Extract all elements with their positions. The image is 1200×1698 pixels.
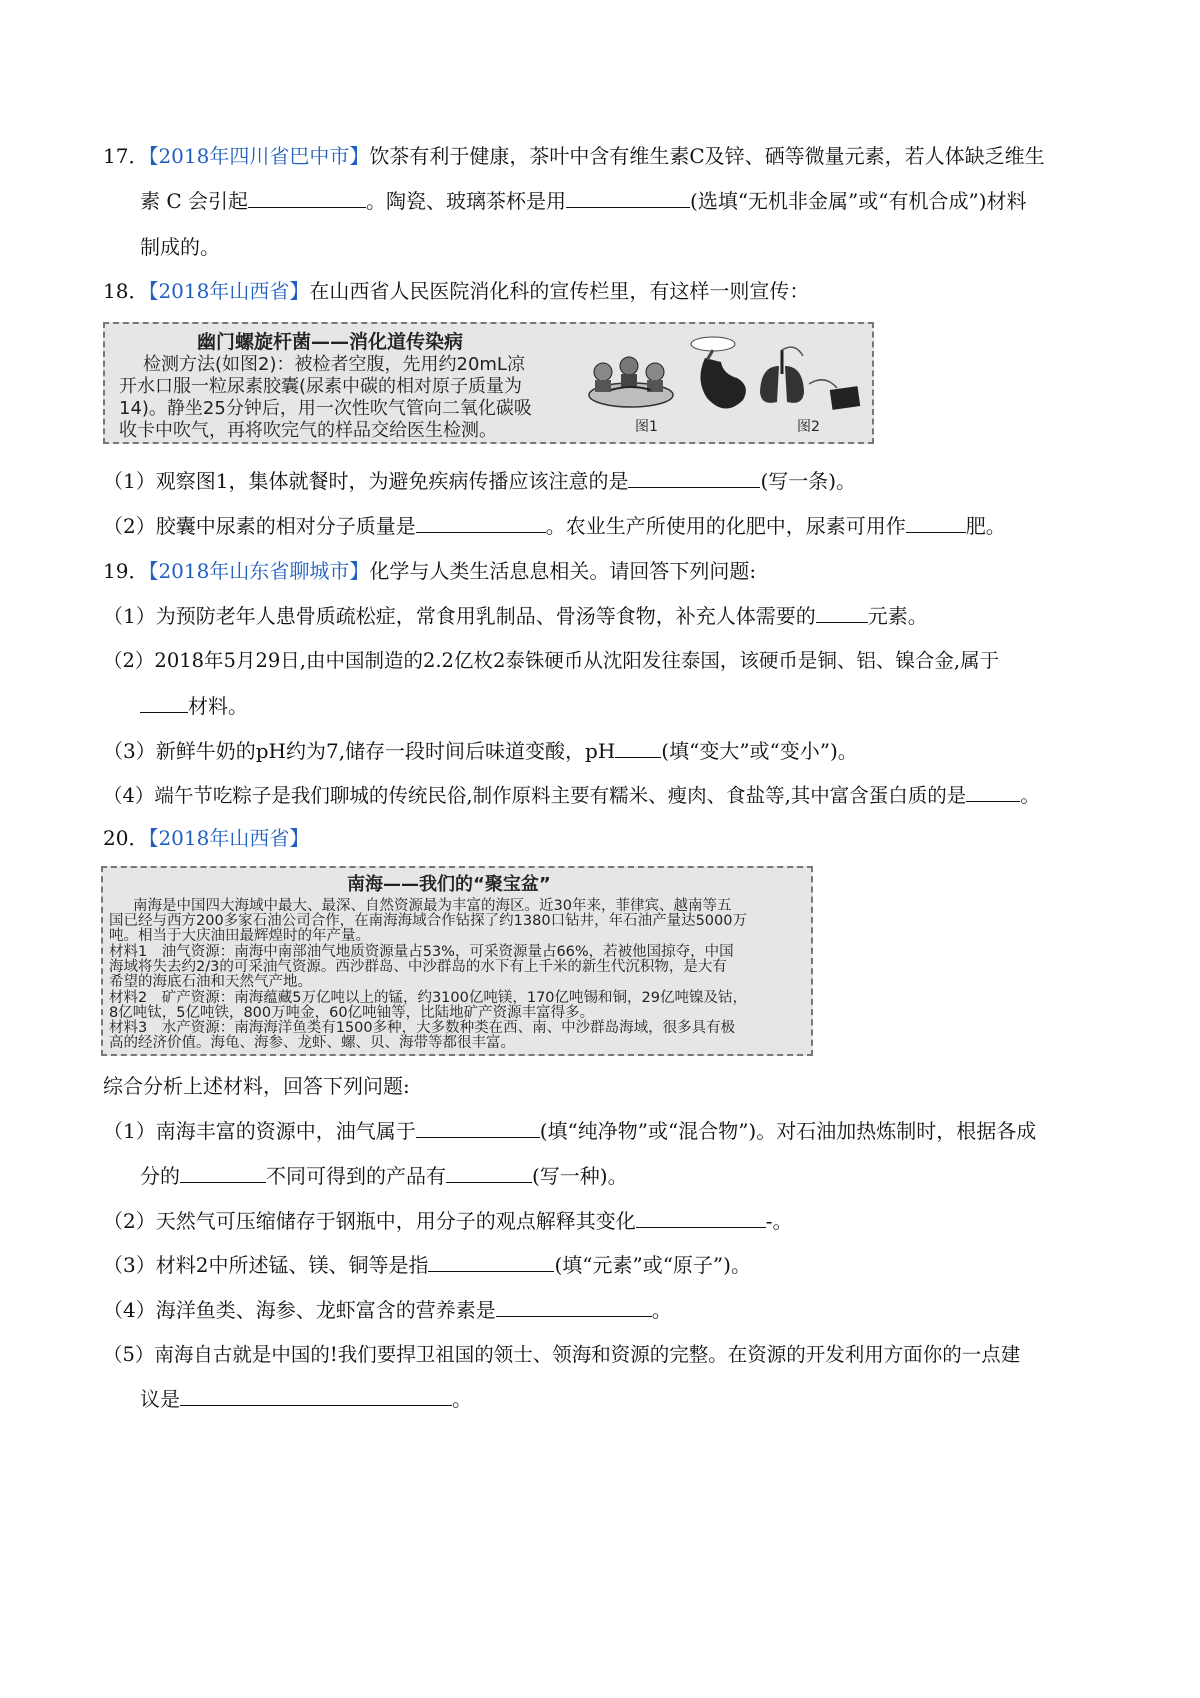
- lungs-icon: [755, 344, 809, 414]
- q20-sub-3-hint: (填“元素”或“原子”)。: [554, 1253, 751, 1277]
- q19-sub-2-cont: [140, 691, 248, 721]
- q20-sub-5-text: （5）南海自古就是中国的!我们要捍卫祖国的领士、领海和资源的完整。在资源的开发利用方面你的一点建: [103, 1343, 1021, 1366]
- q20-sub-5: [103, 1340, 1020, 1370]
- south-sea-material-figure: [101, 866, 813, 1056]
- answer-blank[interactable]: [566, 187, 690, 208]
- q20-sub-1: [103, 1116, 1036, 1146]
- q19-sub-2-text: （2）2018年5月29日,由中国制造的2.2亿枚2泰铢硬币从沈阳发往泰国，该硬币是铜、铝、镍合金,属于: [103, 649, 1000, 672]
- q17-number: 17．: [103, 144, 149, 168]
- q18-sub-2-text: （2）胶囊中尿素的相对分子质量是: [103, 514, 416, 538]
- answer-blank[interactable]: [428, 1251, 554, 1272]
- helicobacter-poster-figure: [103, 322, 874, 444]
- dining-illustration: [581, 340, 681, 420]
- q20-intro: [103, 1071, 410, 1101]
- material-title: 南海——我们的“聚宝盆”: [347, 874, 551, 895]
- q19-sub-4-text: （4）端午节吃粽子是我们聊城的传统民俗,制作原料主要有糯米、瘦肉、食盐等,其中富含蛋白质的是: [103, 784, 967, 807]
- q20-sub-4-text-b: 。: [651, 1298, 672, 1322]
- material-line: 吨。相当于大庆油田最辉煌时的年产量。: [109, 928, 370, 944]
- q19-sub-4-text-b: 。: [1020, 784, 1040, 807]
- q18-line-1: [103, 276, 809, 306]
- answer-blank[interactable]: [496, 1296, 652, 1317]
- poster-line: 收卡中吹气，再将吹完气的样品交给医生检测。: [119, 420, 497, 441]
- answer-blank[interactable]: [628, 467, 760, 488]
- material-line: 希望的海底石油和天然气产地。: [109, 974, 312, 990]
- answer-blank[interactable]: [416, 1117, 540, 1138]
- q20-sub-3: [103, 1250, 751, 1280]
- answer-blank[interactable]: [446, 1162, 532, 1183]
- q17-line-1: [103, 141, 1045, 171]
- answer-blank[interactable]: [816, 602, 868, 623]
- answer-blank[interactable]: [966, 781, 1020, 802]
- fig1-label: 图1: [635, 419, 658, 435]
- material-line: 材料2 矿产资源：南海蕴藏5万亿吨以上的锰，约3100亿吨镁，170亿吨锡和铜，29亿吨镍及钴，: [109, 990, 747, 1006]
- q20-sub-3-text: （3）材料2中所述锰、镁、铜等是指: [103, 1253, 429, 1277]
- q20-sub-2: [103, 1206, 793, 1236]
- q20-sub-1-text: （1）南海丰富的资源中，油气属于: [103, 1119, 416, 1143]
- q17-line-2: [140, 186, 1027, 216]
- q17-text-1: 饮茶有利于健康，茶叶中含有维生素C及锌、硒等微量元素，若人体缺乏维生: [369, 144, 1045, 168]
- q18-sub-2-text-b: 。农业生产所使用的化肥中，尿素可用作: [545, 514, 906, 538]
- q20-sub-5-text-b: 议是: [140, 1387, 180, 1411]
- q20-sub-4-text: （4）海洋鱼类、海参、龙虾富含的营养素是: [103, 1298, 496, 1322]
- q19-source: 【2018年山东省聊城市】: [148, 559, 370, 583]
- q20-source: 【2018年山西省】: [148, 826, 310, 850]
- q19-line-1: [103, 556, 756, 586]
- answer-blank[interactable]: [615, 737, 661, 758]
- q18-sub-1: [103, 466, 856, 496]
- poster-title: 幽门螺旋杆菌——消化道传染病: [197, 331, 464, 353]
- q18-sub-2-text-c: 肥。: [965, 514, 1006, 538]
- q18-number: 18．: [103, 279, 149, 303]
- q17-text-2a: 素 C 会引起: [140, 189, 249, 213]
- q19-sub-3-text: （3）新鲜牛奶的pH约为7,储存一段时间后味道变酸，pH: [103, 739, 616, 763]
- answer-blank[interactable]: [248, 187, 366, 208]
- q20-sub-4: [103, 1295, 672, 1325]
- poster-line: 开水口服一粒尿素胶囊(尿素中碳的相对原子质量为: [119, 376, 523, 397]
- material-line: 材料1 油气资源：南海中南部油气地质资源量占53%，可采资源量占66%，若被他国掠夺，中国: [109, 944, 734, 960]
- q19-sub-3: [103, 736, 858, 766]
- material-line: 材料3 水产资源：南海海洋鱼类有1500多种，大多数种类在西、南、中沙群岛海域，很多具有极: [109, 1020, 736, 1036]
- q20-sub-1-hint: (填“纯净物”或“混合物”)。对石油加热炼制时，根据各成: [539, 1119, 1037, 1143]
- q17-text-2c: (选填“无机非金属”或“有机合成”)材料: [690, 189, 1027, 213]
- answer-blank[interactable]: [416, 512, 546, 533]
- q20-sub-1-text-e: (写一种)。: [532, 1164, 628, 1188]
- q19-number: 19．: [103, 559, 149, 583]
- q19-sub-2: [103, 646, 999, 676]
- q19-sub-1-text: （1）为预防老年人患骨质疏松症，常食用乳制品、骨汤等食物，补充人体需要的: [103, 604, 816, 628]
- q20-sub-1-text-c: 分的: [140, 1164, 180, 1188]
- material-line: 高的经济价值。海龟、海参、龙虾、螺、贝、海带等都很丰富。: [109, 1035, 515, 1051]
- q20-sub-2-text-b: -。: [765, 1209, 793, 1233]
- q19-sub-4: [103, 781, 1040, 811]
- q18-sub-1-hint: (写一条)。: [760, 469, 857, 493]
- material-line: 国已经与西方200多家石油公司合作，在南海海域合作钻探了约1380口钻井，年石油产量达5000万: [109, 913, 747, 929]
- q17-text-3: 制成的。: [140, 235, 220, 259]
- material-line: 海域将失去约2/3的可采油气资源。西沙群岛、中沙群岛的水下有上千米的新生代沉积物，是大有: [109, 959, 727, 975]
- fig2-label: 图2: [797, 419, 820, 435]
- answer-blank[interactable]: [180, 1162, 266, 1183]
- q20-sub-5-text-c: 。: [452, 1387, 472, 1411]
- q17-text-2b: 。陶瓷、玻璃茶杯是用: [366, 189, 567, 213]
- detection-card-icon: [807, 370, 863, 416]
- q20-line-1: [103, 823, 309, 853]
- q20-sub-5-cont: [140, 1384, 472, 1414]
- poster-line: 14)。静坐25分钟后，用一次性吹气管向二氧化碳吸: [119, 398, 532, 419]
- q20-intro-text: 综合分析上述材料，回答下列问题:: [103, 1074, 410, 1098]
- q19-intro: 化学与人类生活息息相关。请回答下列问题:: [369, 559, 757, 583]
- answer-blank[interactable]: [180, 1385, 452, 1406]
- q20-number: 20．: [103, 826, 149, 850]
- poster-line: 检测方法(如图2)：被检者空腹，先用约20mL凉: [143, 354, 525, 375]
- stomach-icon: [685, 334, 755, 420]
- q18-source: 【2018年山西省】: [148, 279, 310, 303]
- q18-intro: 在山西省人民医院消化科的宣传栏里，有这样一则宣传：: [309, 279, 810, 303]
- q19-sub-1: [103, 601, 928, 631]
- q18-sub-1-text: （1）观察图1，集体就餐时，为避免疾病传播应该注意的是: [103, 469, 629, 493]
- material-line: 南海是中国四大海域中最大、最深、自然资源最为丰富的海区。近30年来，菲律宾、越南等五: [133, 898, 732, 914]
- answer-blank[interactable]: [906, 512, 966, 533]
- q20-sub-2-text: （2）天然气可压缩储存于钢瓶中，用分子的观点解释其变化: [103, 1209, 636, 1233]
- answer-blank[interactable]: [140, 692, 188, 713]
- q17-line-3: [140, 232, 220, 262]
- q19-sub-3-hint: (填“变大”或“变小”)。: [661, 739, 858, 763]
- q20-sub-1-cont: [140, 1161, 628, 1191]
- q19-sub-2-text-b: 材料。: [188, 694, 248, 718]
- q17-source: 【2018年四川省巴中市】: [148, 144, 370, 168]
- q20-sub-1-text-d: 不同可得到的产品有: [266, 1164, 446, 1188]
- q18-sub-2: [103, 511, 1006, 541]
- q19-sub-1-text-b: 元素。: [867, 604, 928, 628]
- answer-blank[interactable]: [636, 1207, 766, 1228]
- material-line: 8亿吨钛，5亿吨铁，800万吨金，60亿吨铀等，比陆地矿产资源丰富得多。: [109, 1005, 595, 1021]
